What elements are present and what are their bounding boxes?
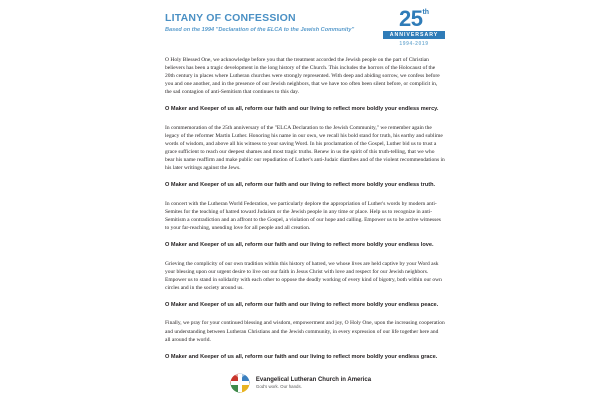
anniversary-band: ANNIVERSARY	[383, 31, 445, 39]
footer-tagline: God's work. Our hands.	[255, 384, 302, 389]
anniversary-years: 1994-2019	[399, 41, 429, 47]
anniversary-number-row	[383, 8, 445, 31]
litany-response: O Maker and Keeper of us all, reform our faith and our living to reflect more boldly your endless grace.	[165, 353, 438, 360]
document-content	[165, 6, 445, 371]
footer-inner	[229, 372, 371, 394]
litany-paragraph: O Holy Blessed One, we acknowledge before you that the treatment accorded the Jewish people on the part of Christian believers has been a tragic development in the long history of the Church. This includes the horrors of the Holocaust of the 20th century in places where Lutheran churches were strongly represented. With deep and abiding sorrow, we confess before you and one another, and in the presence of our Jewish neighbors, that we have too often been silent before, or complicit in, the sad contagion of anti-Semitism that continues to this day.	[165, 57, 440, 96]
anniversary-number: 25	[398, 6, 423, 31]
litany-paragraph: Finally, we pray for your continued blessing and wisdom, empowerment and joy, O Holy One, upon the increasing cooperation and understanding between Lutheran Christians and the Jewish community, in every expression of our life together here and all around the world.	[165, 320, 445, 343]
page-subtitle: Based on the 1994 "Declaration of the ELCA to the Jewish Community"	[165, 27, 355, 33]
page-title: LITANY OF CONFESSION	[165, 12, 296, 24]
litany-response: O Maker and Keeper of us all, reform our faith and our living to reflect more boldly your endless truth.	[165, 182, 436, 189]
title-block	[165, 12, 375, 34]
footer-organization: Evangelical Lutheran Church in America	[255, 377, 372, 383]
document-header	[165, 6, 445, 48]
anniversary-logo	[383, 8, 445, 50]
litany-paragraph: Grieving the complicity of our own tradition within this history of hatred, we whose lives are held captive by your Word ask your blessing upon our urgent desire to live out our faith in Jesus Christ with love and respect for our Jewish neighbors. Empower us to stand in solidarity with each other to oppose the deadly working of every kind of bigotry, both within our own circles and in the society around us.	[165, 260, 442, 291]
litany-response: O Maker and Keeper of us all, reform our faith and our living to reflect more boldly your endless love.	[165, 242, 434, 249]
document-footer	[0, 372, 600, 394]
litany-paragraph: In concert with the Lutheran World Federation, we particularly deplore the appropriation of Luther's words by modern anti-Semites for the teaching of hatred toward Judaism or the Jewish people in any time or place. Help us to recognize in anti-Semitism a contradiction and an affront to the Gospel, a violation of our hope and calling. Empower us to be active witnesses to your far-reaching, unending love for all people and all creation.	[165, 200, 441, 232]
anniversary-ordinal: th	[422, 8, 430, 16]
litany-body	[165, 56, 445, 361]
footer-text-block	[256, 376, 371, 390]
litany-paragraph: In commemoration of the 25th anniversary of the "ELCA Declaration to the Jewish Community," we remember again the legacy of the reformer Martin Luther. Honoring his name in our own, we recall his bold stand for truth, his earthy and sublime words of wisdom, and above all his witness to your saving Word. In his proclamation of the Gospel, Luther bid us to trust a grace sufficient to reach our deepest shames and most tragic truths. Renew in us the spirit of this truth-telling, that we who bear his name reaffirm and make public our repudiation of Luther's anti-Judaic diatribes and of the violent recommendations in his later writings against the Jews.	[165, 124, 445, 172]
litany-response: O Maker and Keeper of us all, reform our faith and our living to reflect more boldly your endless peace.	[165, 302, 439, 308]
elca-shield-logo-icon	[229, 372, 251, 394]
litany-response: O Maker and Keeper of us all, reform our faith and our living to reflect more boldly your endless mercy.	[165, 106, 439, 113]
